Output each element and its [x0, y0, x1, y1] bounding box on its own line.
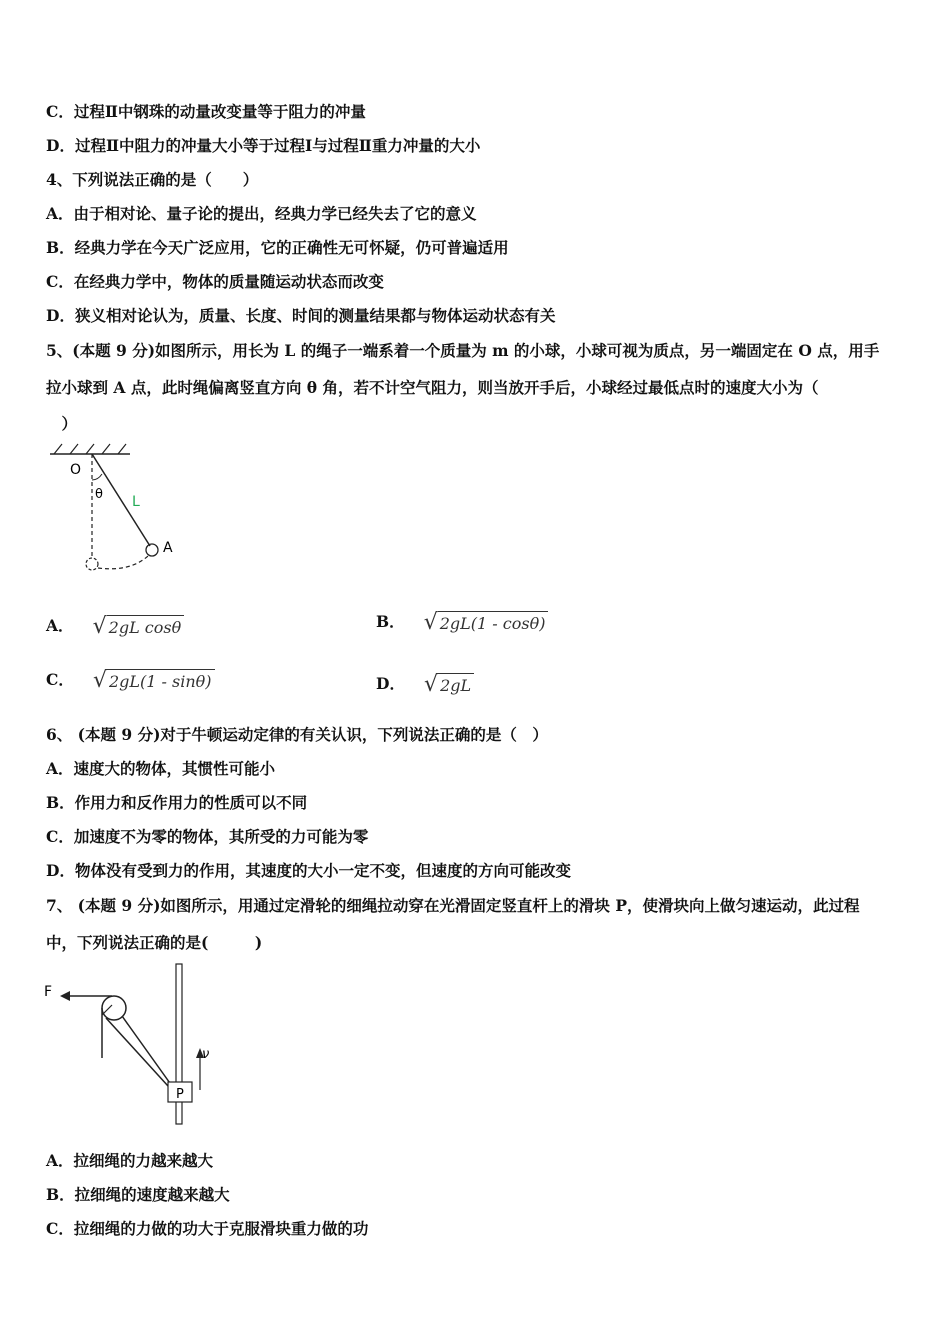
q5-option-d-label: D． [376, 674, 405, 693]
q3-option-c: C．过程Ⅱ中钢珠的动量改变量等于阻力的冲量 [46, 102, 366, 121]
q6-option-a: A．速度大的物体，其惯性可能小 [46, 759, 276, 778]
q5-option-d-expr: 2gL [438, 673, 474, 697]
q6-stem: 6、 (本题 9 分)对于牛顿运动定律的有关认识，下列说法正确的是（ ） [46, 725, 548, 744]
label-l: L [132, 494, 140, 510]
q5-option-c: C． √ 2gL(1 - sinθ) [46, 668, 215, 693]
q5-option-b-expr: 2gL(1 - cosθ) [438, 611, 549, 635]
q7-option-c: C．拉细绳的力做的功大于克服滑块重力做的功 [46, 1219, 369, 1238]
q3-option-d: D．过程Ⅱ中阻力的冲量大小等于过程Ⅰ与过程Ⅱ重力冲量的大小 [46, 136, 481, 155]
q7-pulley-figure [40, 960, 230, 1130]
q4-option-b: B．经典力学在今天广泛应用，它的正确性无可怀疑，仍可普遍适用 [46, 238, 509, 257]
q5-option-a-label: A． [46, 616, 74, 635]
q5-option-c-label: C． [46, 670, 74, 689]
label-f: F [44, 984, 53, 1000]
q7-stem-line2: 中，下列说法正确的是( ) [46, 933, 263, 952]
label-p: P [176, 1087, 184, 1102]
q5-stem-line2: 拉小球到 A 点，此时绳偏离竖直方向 θ 角，若不计空气阻力，则当放开手后，小球经过最低点时的速度大小为（ [46, 378, 819, 397]
q4-option-c: C．在经典力学中，物体的质量随运动状态而改变 [46, 272, 384, 291]
q5-option-b: B． √ 2gL(1 - cosθ) [376, 610, 548, 635]
q5-option-d: D． √ 2gL [376, 672, 474, 697]
label-v: ν [202, 1047, 210, 1062]
q4-stem: 4、下列说法正确的是（ ） [46, 170, 259, 189]
q5-option-c-expr: 2gL(1 - sinθ) [107, 669, 215, 693]
label-o: O [70, 462, 82, 478]
q5-option-b-label: B． [376, 612, 405, 631]
q7-option-a: A．拉细绳的力越来越大 [46, 1151, 214, 1170]
q5-stem-line1: 5、(本题 9 分)如图所示，用长为 L 的绳子一端系着一个质量为 m 的小球，小球可视为质点，另一端固定在 O 点，用手 [46, 341, 880, 360]
q6-option-b: B．作用力和反作用力的性质可以不同 [46, 793, 308, 812]
q7-option-b: B．拉细绳的速度越来越大 [46, 1185, 230, 1204]
q7-stem-line1: 7、 (本题 9 分)如图所示，用通过定滑轮的细绳拉动穿在光滑固定竖直杆上的滑块 P，使滑块向上做匀速运动，此过程 [46, 896, 860, 915]
label-theta: θ [95, 487, 103, 502]
q5-stem-line3: ） [46, 414, 78, 433]
q6-option-c: C．加速度不为零的物体，其所受的力可能为零 [46, 827, 369, 846]
q4-option-d: D．狭义相对论认为，质量、长度、时间的测量结果都与物体运动状态有关 [46, 306, 556, 325]
q5-pendulum-figure [40, 440, 200, 580]
q4-option-a: A．由于相对论、量子论的提出，经典力学已经失去了它的意义 [46, 204, 477, 223]
label-a: A [163, 540, 173, 556]
q6-option-d: D．物体没有受到力的作用，其速度的大小一定不变，但速度的方向可能改变 [46, 861, 571, 880]
q5-option-a: A． √ 2gL cosθ [46, 614, 184, 639]
q5-option-a-expr: 2gL cosθ [107, 615, 185, 639]
